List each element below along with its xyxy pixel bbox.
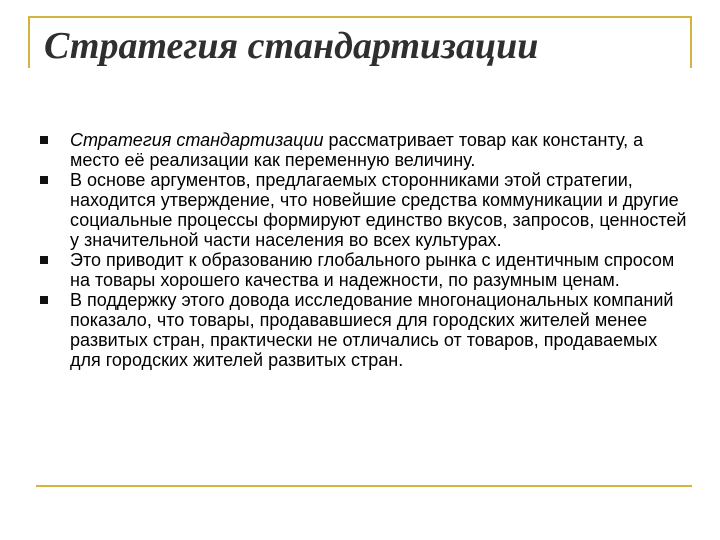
- frame-right-line: [690, 16, 692, 68]
- bullet-square-icon: [40, 296, 48, 304]
- bullet-item-2: [40, 170, 690, 250]
- bullet-text: рассматривает товар как константу, а место её реализации как переменную величину.: [70, 130, 644, 170]
- bullet-square-icon: [40, 176, 48, 184]
- bullet-emphasis: Стратегия стандартизации: [70, 130, 324, 150]
- bullet-text: В основе аргументов, предлагаемых сторонниками этой стратегии, находится утверждение, что новейшие средства коммуникации и другие социальные процессы формируют единство вкусов, запросов, ценностей у значительной части населения во всех культурах.: [70, 170, 687, 250]
- bullet-text: В поддержку этого довода исследование многонациональных компаний показало, что товары, продававшиеся для городских жителей менее развитых стран, практически не отличались от товаров, продаваемых для городских жителей развитых стран.: [70, 290, 674, 370]
- frame-left-line: [28, 16, 30, 68]
- bullet-list: [40, 130, 690, 370]
- slide-title: Стратегия стандартизации: [44, 25, 539, 67]
- frame-bottom-line: [36, 485, 692, 487]
- bullet-item-3: [40, 250, 690, 290]
- bullet-item-1: [40, 130, 690, 170]
- frame-top-line: [28, 16, 692, 18]
- bullet-square-icon: [40, 256, 48, 264]
- bullet-text: Это приводит к образованию глобального рынка с идентичным спросом на товары хорошего качества и надежности, по разумным ценам.: [70, 250, 675, 290]
- bullet-square-icon: [40, 136, 48, 144]
- bullet-item-4: [40, 290, 690, 370]
